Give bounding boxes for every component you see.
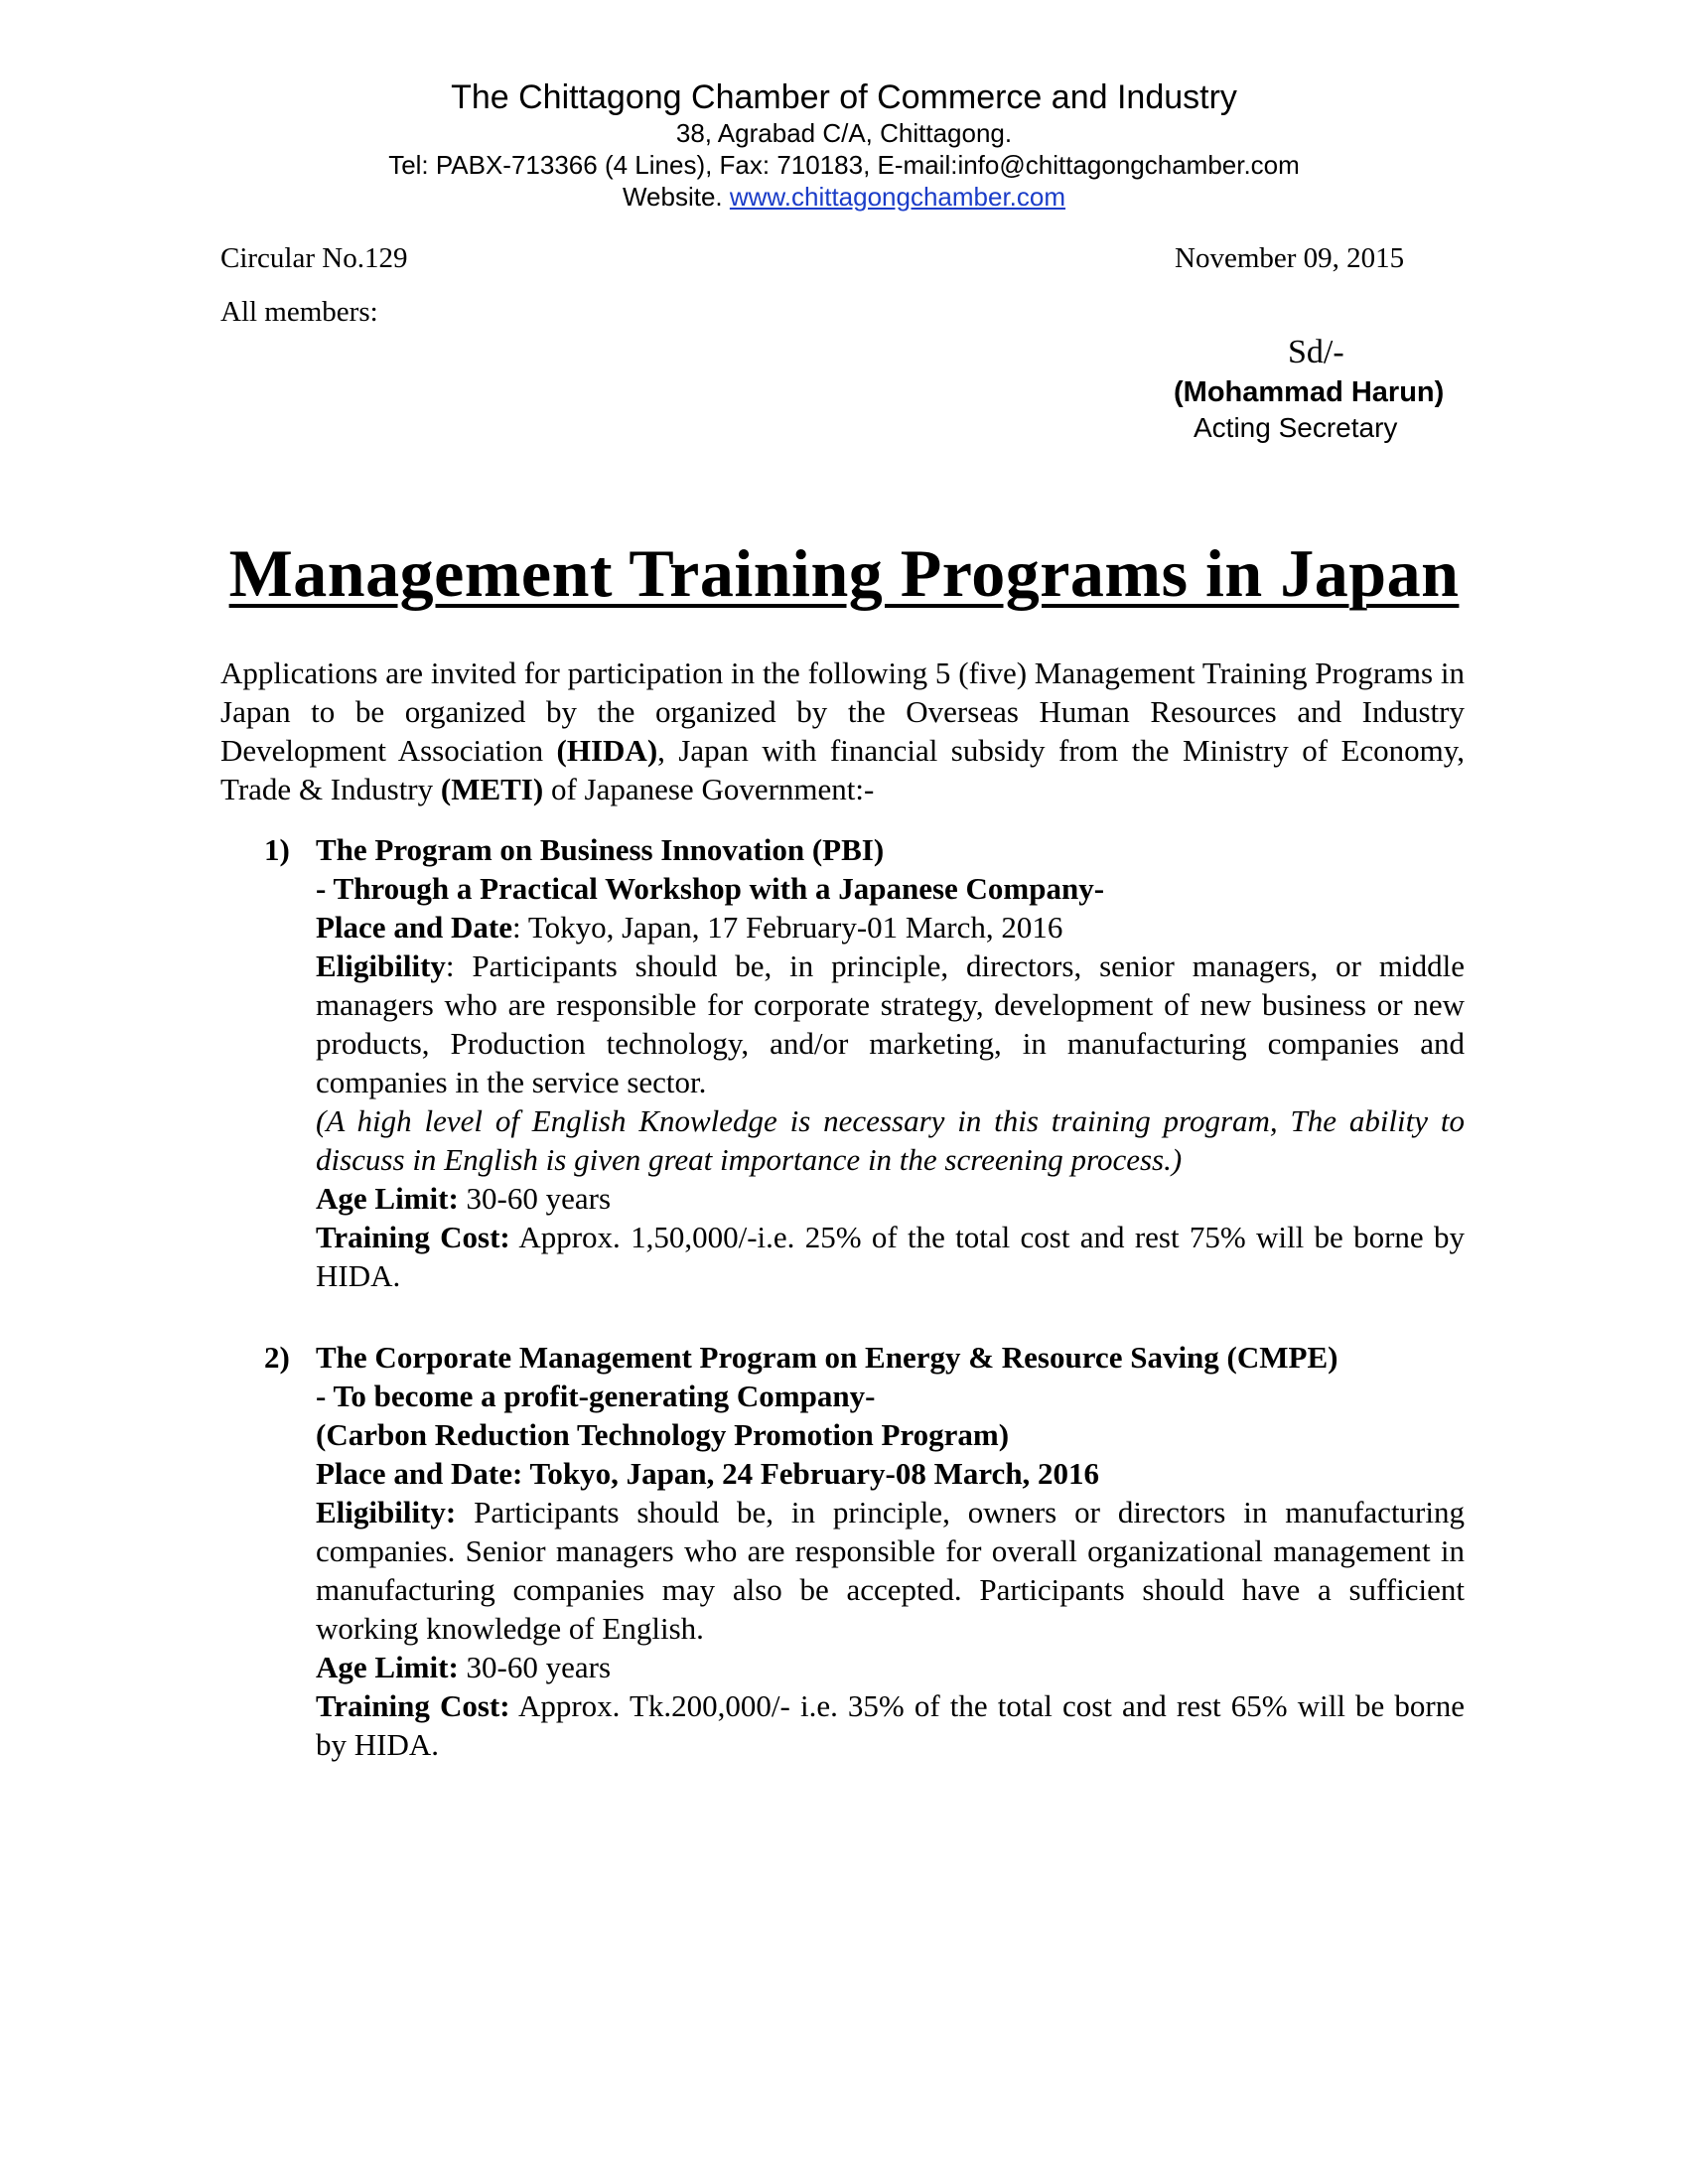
program-training-cost bbox=[316, 1686, 1465, 1764]
program-item bbox=[264, 830, 1465, 1295]
cost-value: Approx. 1,50,000/-i.e. 25% of the total cost and rest 75% will be borne by HIDA. bbox=[316, 1220, 1465, 1293]
eligibility-value: Participants should be, in principle, owners or directors in manufacturing companies. Senior managers who are responsible for overall organizational management in manufacturing companies may also be accepted. Participants should have a sufficient working knowledge of English. bbox=[316, 1495, 1465, 1646]
program-title: The Corporate Management Program on Energy & Resource Saving (CMPE) bbox=[316, 1340, 1338, 1375]
age-label: Age Limit: bbox=[316, 1650, 459, 1684]
cost-label: Training Cost: bbox=[316, 1220, 510, 1254]
age-label: Age Limit: bbox=[316, 1181, 459, 1216]
circular-number: Circular No.129 bbox=[220, 242, 408, 274]
organization-address: 38, Agrabad C/A, Chittagong. bbox=[675, 118, 1013, 148]
program-training-cost bbox=[316, 1218, 1465, 1295]
program-title: The Program on Business Innovation (PBI) bbox=[316, 832, 885, 867]
eligibility-value: : Participants should be, in principle, directors, senior managers, or middle managers who are responsible for corporate strategy, development of new business or new products, Production technology, and/or marketing, in manufacturing companies and companies in the service sector. bbox=[316, 948, 1465, 1099]
organization-website bbox=[0, 181, 1688, 213]
intro-paragraph bbox=[220, 654, 1465, 808]
circular-date: November 09, 2015 bbox=[1175, 242, 1405, 274]
program-number: 1) bbox=[264, 832, 290, 867]
program-eligibility bbox=[316, 946, 1465, 1101]
age-value: 30-60 years bbox=[458, 1650, 612, 1684]
age-value: 30-60 years bbox=[458, 1181, 612, 1216]
program-place-date bbox=[316, 908, 1465, 946]
signature-sd: Sd/- bbox=[1288, 334, 1344, 370]
program-item bbox=[264, 1338, 1465, 1764]
place-label: Place and Date bbox=[316, 910, 513, 945]
intro-hida: (HIDA) bbox=[556, 733, 658, 768]
intro-meti: (METI) bbox=[440, 772, 544, 806]
intro-text-3: of Japanese Government:- bbox=[543, 772, 875, 806]
cost-value: Approx. Tk.200,000/- i.e. 35% of the total cost and rest 65% will be borne by HIDA. bbox=[316, 1688, 1465, 1762]
intro-text-1: Applications are invited for participation in the following 5 (five) Management Training Programs in Japan to be organized by the organized by the Overseas Human Resources and Industry Development Association bbox=[220, 655, 1465, 768]
website-label: Website. bbox=[622, 182, 730, 212]
program-age-limit bbox=[316, 1648, 1465, 1686]
organization-contact: Tel: PABX-713366 (4 Lines), Fax: 710183, E-mail:info@chittagongchamber.com bbox=[388, 150, 1300, 180]
program-number: 2) bbox=[264, 1340, 290, 1375]
eligibility-label: Eligibility: bbox=[316, 1495, 457, 1529]
program-eligibility bbox=[316, 1493, 1465, 1648]
signatory-designation: Acting Secretary bbox=[1194, 412, 1398, 443]
program-note: (A high level of English Knowledge is necessary in this training program, The ability to discuss in English is given great importance in the screening process.) bbox=[316, 1103, 1465, 1177]
letterhead bbox=[0, 77, 1688, 213]
page-title: Management Training Programs in Japan bbox=[228, 535, 1460, 611]
cost-label: Training Cost: bbox=[316, 1688, 510, 1723]
program-subtitle-2: (Carbon Reduction Technology Promotion Program) bbox=[316, 1417, 1010, 1452]
program-place-date: Place and Date: Tokyo, Japan, 24 February-08 March, 2016 bbox=[316, 1456, 1100, 1491]
website-link[interactable]: www.chittagongchamber.com bbox=[729, 182, 1066, 212]
program-subtitle: - To become a profit-generating Company- bbox=[316, 1379, 876, 1413]
place-value: : Tokyo, Japan, 17 February-01 March, 2016 bbox=[512, 910, 1063, 945]
organization-name: The Chittagong Chamber of Commerce and Industry bbox=[451, 78, 1237, 116]
intro-text-2: , Japan with financial subsidy from the Ministry of Economy, Trade & Industry bbox=[220, 733, 1465, 806]
eligibility-label: Eligibility bbox=[316, 948, 446, 983]
signatory-name: (Mohammad Harun) bbox=[1174, 376, 1445, 408]
program-age-limit bbox=[316, 1179, 1465, 1218]
addressee: All members: bbox=[220, 296, 378, 328]
program-subtitle: - Through a Practical Workshop with a Japanese Company- bbox=[316, 871, 1105, 906]
